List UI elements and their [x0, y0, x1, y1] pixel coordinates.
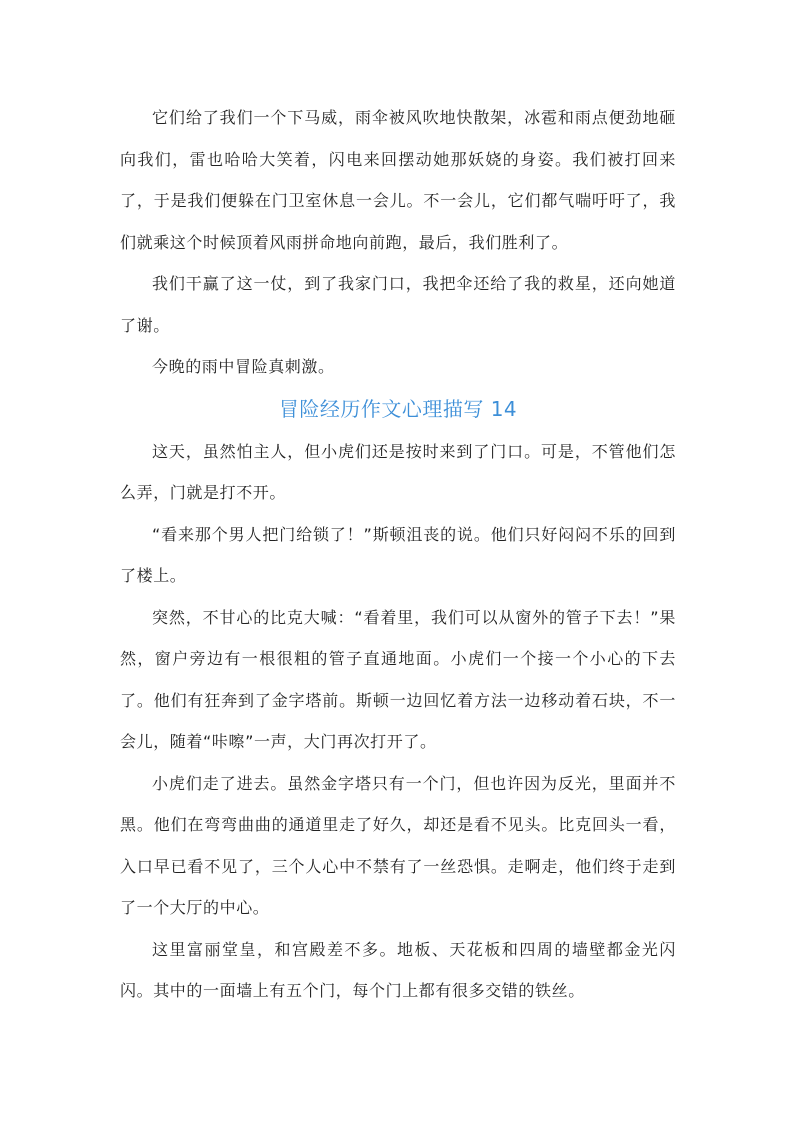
paragraph: 我们干赢了这一仗，到了我家门口，我把伞还给了我的救星，还向她道了谢。	[120, 274, 676, 335]
paragraph: “看来那个男人把门给锁了！”斯顿沮丧的说。他们只好闷闷不乐的回到了楼上。	[120, 524, 676, 585]
document-body	[120, 97, 676, 1012]
paragraph: 这里富丽堂皇，和宫殿差不多。地板、天花板和四周的墙壁都金光闪闪。其中的一面墙上有五个门，每个门上都有很多交错的铁丝。	[120, 939, 676, 1000]
paragraph: 突然，不甘心的比克大喊：“看着里，我们可以从窗外的管子下去！”果然，窗户旁边有一根很粗的管子直通地面。小虎们一个接一个小心的下去了。他们有狂奔到了金字塔前。斯顿一边回忆着方法一边移动着石块，不一会儿，随着“咔嚓”一声，大门再次打开了。	[120, 607, 676, 751]
paragraph: 它们给了我们一个下马威，雨伞被风吹地快散架，冰雹和雨点便劲地砸向我们，雷也哈哈大笑着，闪电来回摆动她那妖娆的身姿。我们被打回来了，于是我们便躲在门卫室休息一会儿。不一会儿，它们都气喘吁吁了，我们就乘这个时候顶着风雨拼命地向前跑，最后，我们胜利了。	[120, 108, 676, 252]
paragraph: 小虎们走了进去。虽然金字塔只有一个门，但也许因为反光，里面并不黑。他们在弯弯曲曲的通道里走了好久，却还是看不见头。比克回头一看，入口早已看不见了，三个人心中不禁有了一丝恐惧。走啊走，他们终于走到了一个大厅的中心。	[120, 773, 676, 917]
paragraph: 今晚的雨中冒险真刺激。	[152, 357, 335, 376]
paragraph: 这天，虽然怕主人，但小虎们还是按时来到了门口。可是，不管他们怎么弄，门就是打不开。	[120, 441, 676, 502]
section-heading: 冒险经历作文心理描写 14	[278, 396, 518, 421]
